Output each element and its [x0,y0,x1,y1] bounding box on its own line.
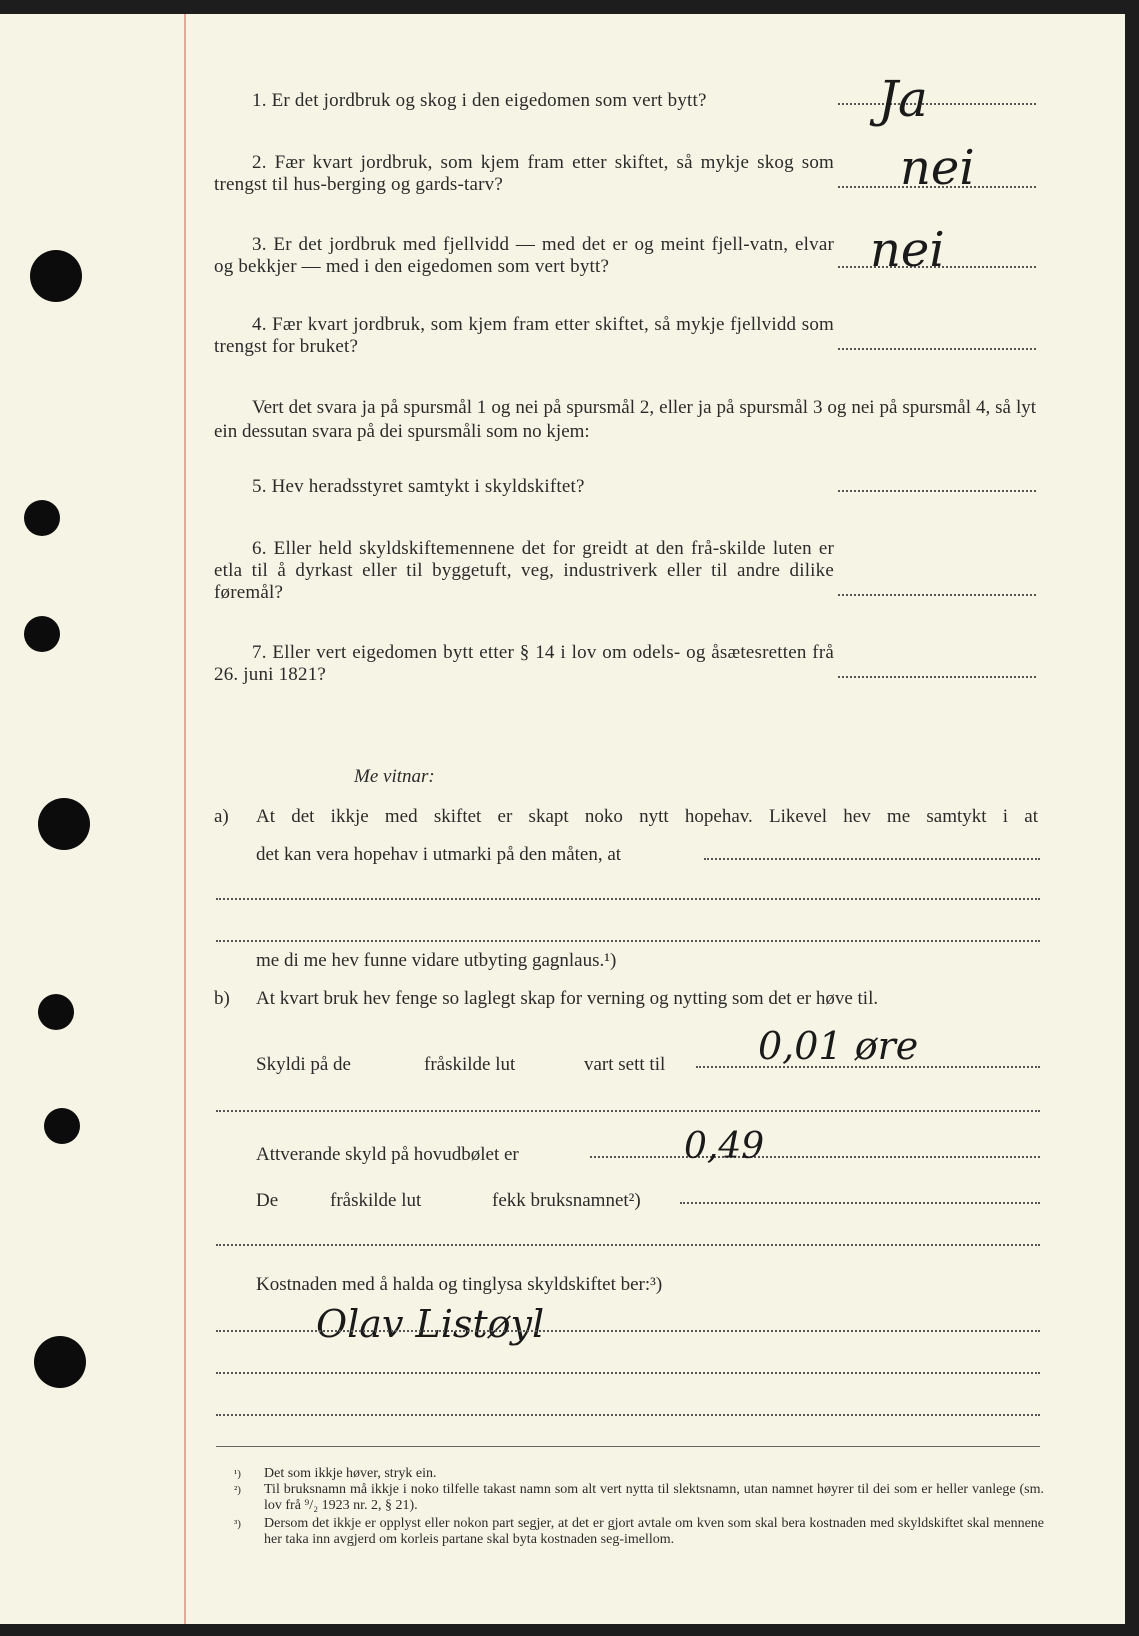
fill-line [216,1110,1040,1112]
fill-line [216,1244,1040,1246]
answer-line [838,594,1036,596]
fill-line [216,1414,1040,1416]
fill-line [704,858,1040,860]
footnote-2: Til bruksnamn må ikkje i noko tilfelle takast namn som alt vert nytta til slektsnamn, utan namnet høyrer til dei som er heller vanlege (sm. lov frå ⁹/₂ 1923 nr. 2, § 21). [264,1482,1044,1513]
punch-hole [44,1108,80,1144]
question-2: 2. Fær kvart jordbruk, som kjem fram etter skiftet, så mykje skog som trengst til hus-berging og gards-tarv? [214,152,834,195]
handwritten-answer: nei [870,222,945,278]
handwritten-answer: Ja [878,70,928,128]
handwritten-skyld-value: 0,01 øre [758,1024,919,1068]
skyld-label-mid: fråskilde lut [424,1054,516,1075]
de-label-end: fekk bruksnamnet²) [492,1190,641,1211]
item-a-label: a) [214,806,229,827]
fill-line [590,1156,1040,1158]
instruction-paragraph: Vert det svara ja på spursmål 1 og nei på spursmål 2, eller ja på spursmål 3 og nei på spursmål 4, så lyt ein dessutan svara på dei spursmåli som no kjem: [214,397,1036,442]
punch-hole [24,500,60,536]
question-5: 5. Hev heradsstyret samtykt i skyldskiftet? [252,476,585,497]
handwritten-attverande-value: 0,49 [684,1126,765,1167]
answer-line [838,676,1036,678]
skyld-label: Skyldi på de [256,1054,351,1075]
fill-line [216,940,1040,942]
punch-hole [38,798,90,850]
question-4: 4. Fær kvart jordbruk, som kjem fram etter skiftet, så mykje fjellvidd som trengst for bruket? [214,314,834,357]
item-a-text-2: det kan vera hopehav i utmarki på den måten, at [256,844,622,865]
item-a-text-3: me di me hev funne vidare utbyting gagnlaus.¹) [256,950,617,971]
attverande-label: Attverande skyld på hovudbølet er [256,1144,519,1165]
punch-hole [30,250,82,302]
punch-hole [24,616,60,652]
answer-line [838,348,1036,350]
punch-hole [38,994,74,1030]
footnote-mark-1: ¹) [234,1468,241,1480]
fill-line [216,1330,1040,1332]
item-a-text: At det ikkje med skiftet er skapt noko nytt hopehav. Likevel hev me samtykt i at [256,806,1038,827]
punch-hole [34,1336,86,1388]
skyld-label-end: vart sett til [584,1054,666,1075]
margin-line [184,14,186,1624]
item-b-label: b) [214,988,230,1009]
fill-line [216,1372,1040,1374]
witness-heading: Me vitnar: [354,766,435,787]
footnote-mark-3: ³) [234,1518,241,1530]
kostnaden-label: Kostnaden med å halda og tinglysa skyldskiftet ber:³) [256,1274,663,1295]
item-b-text: At kvart bruk hev fenge so laglegt skap for verning og nytting som det er høve til. [256,988,879,1009]
footnote-rule [216,1446,1040,1447]
fill-line [680,1202,1040,1204]
question-3: 3. Er det jordbruk med fjellvidd — med det er og meint fjell-vatn, elvar og bekkjer — med i den eigedomen som vert bytt? [214,234,834,277]
answer-line [838,490,1036,492]
footnote-mark-2: ²) [234,1484,241,1496]
de-label-mid: fråskilde lut [330,1190,422,1211]
question-1: 1. Er det jordbruk og skog i den eigedomen som vert bytt? [252,90,707,111]
fill-line [216,898,1040,900]
footnote-1: Det som ikkje høver, stryk ein. [264,1466,437,1481]
handwritten-answer: nei [900,140,975,196]
footnote-3: Dersom det ikkje er opplyst eller nokon part segjer, at det er gjort avtale om kven som skal bera kostnaden med skyldskiftet skal mennene her taka inn avgjerd om korleis partane skal byta kostnaden seg-imellom. [264,1516,1044,1547]
handwritten-kostnaden-value: Olav Listøyl [316,1302,545,1346]
answer-line [838,103,1036,105]
question-6: 6. Eller held skyldskiftemennene det for greidt at den frå-skilde luten er etla til å dyrkast eller til byggetuft, veg, industriverk eller til andre dilike føremål? [214,538,834,603]
de-label: De [256,1190,279,1211]
question-7: 7. Eller vert eigedomen bytt etter § 14 i lov om odels- og åsætesretten frå 26. juni 1821? [214,642,834,685]
